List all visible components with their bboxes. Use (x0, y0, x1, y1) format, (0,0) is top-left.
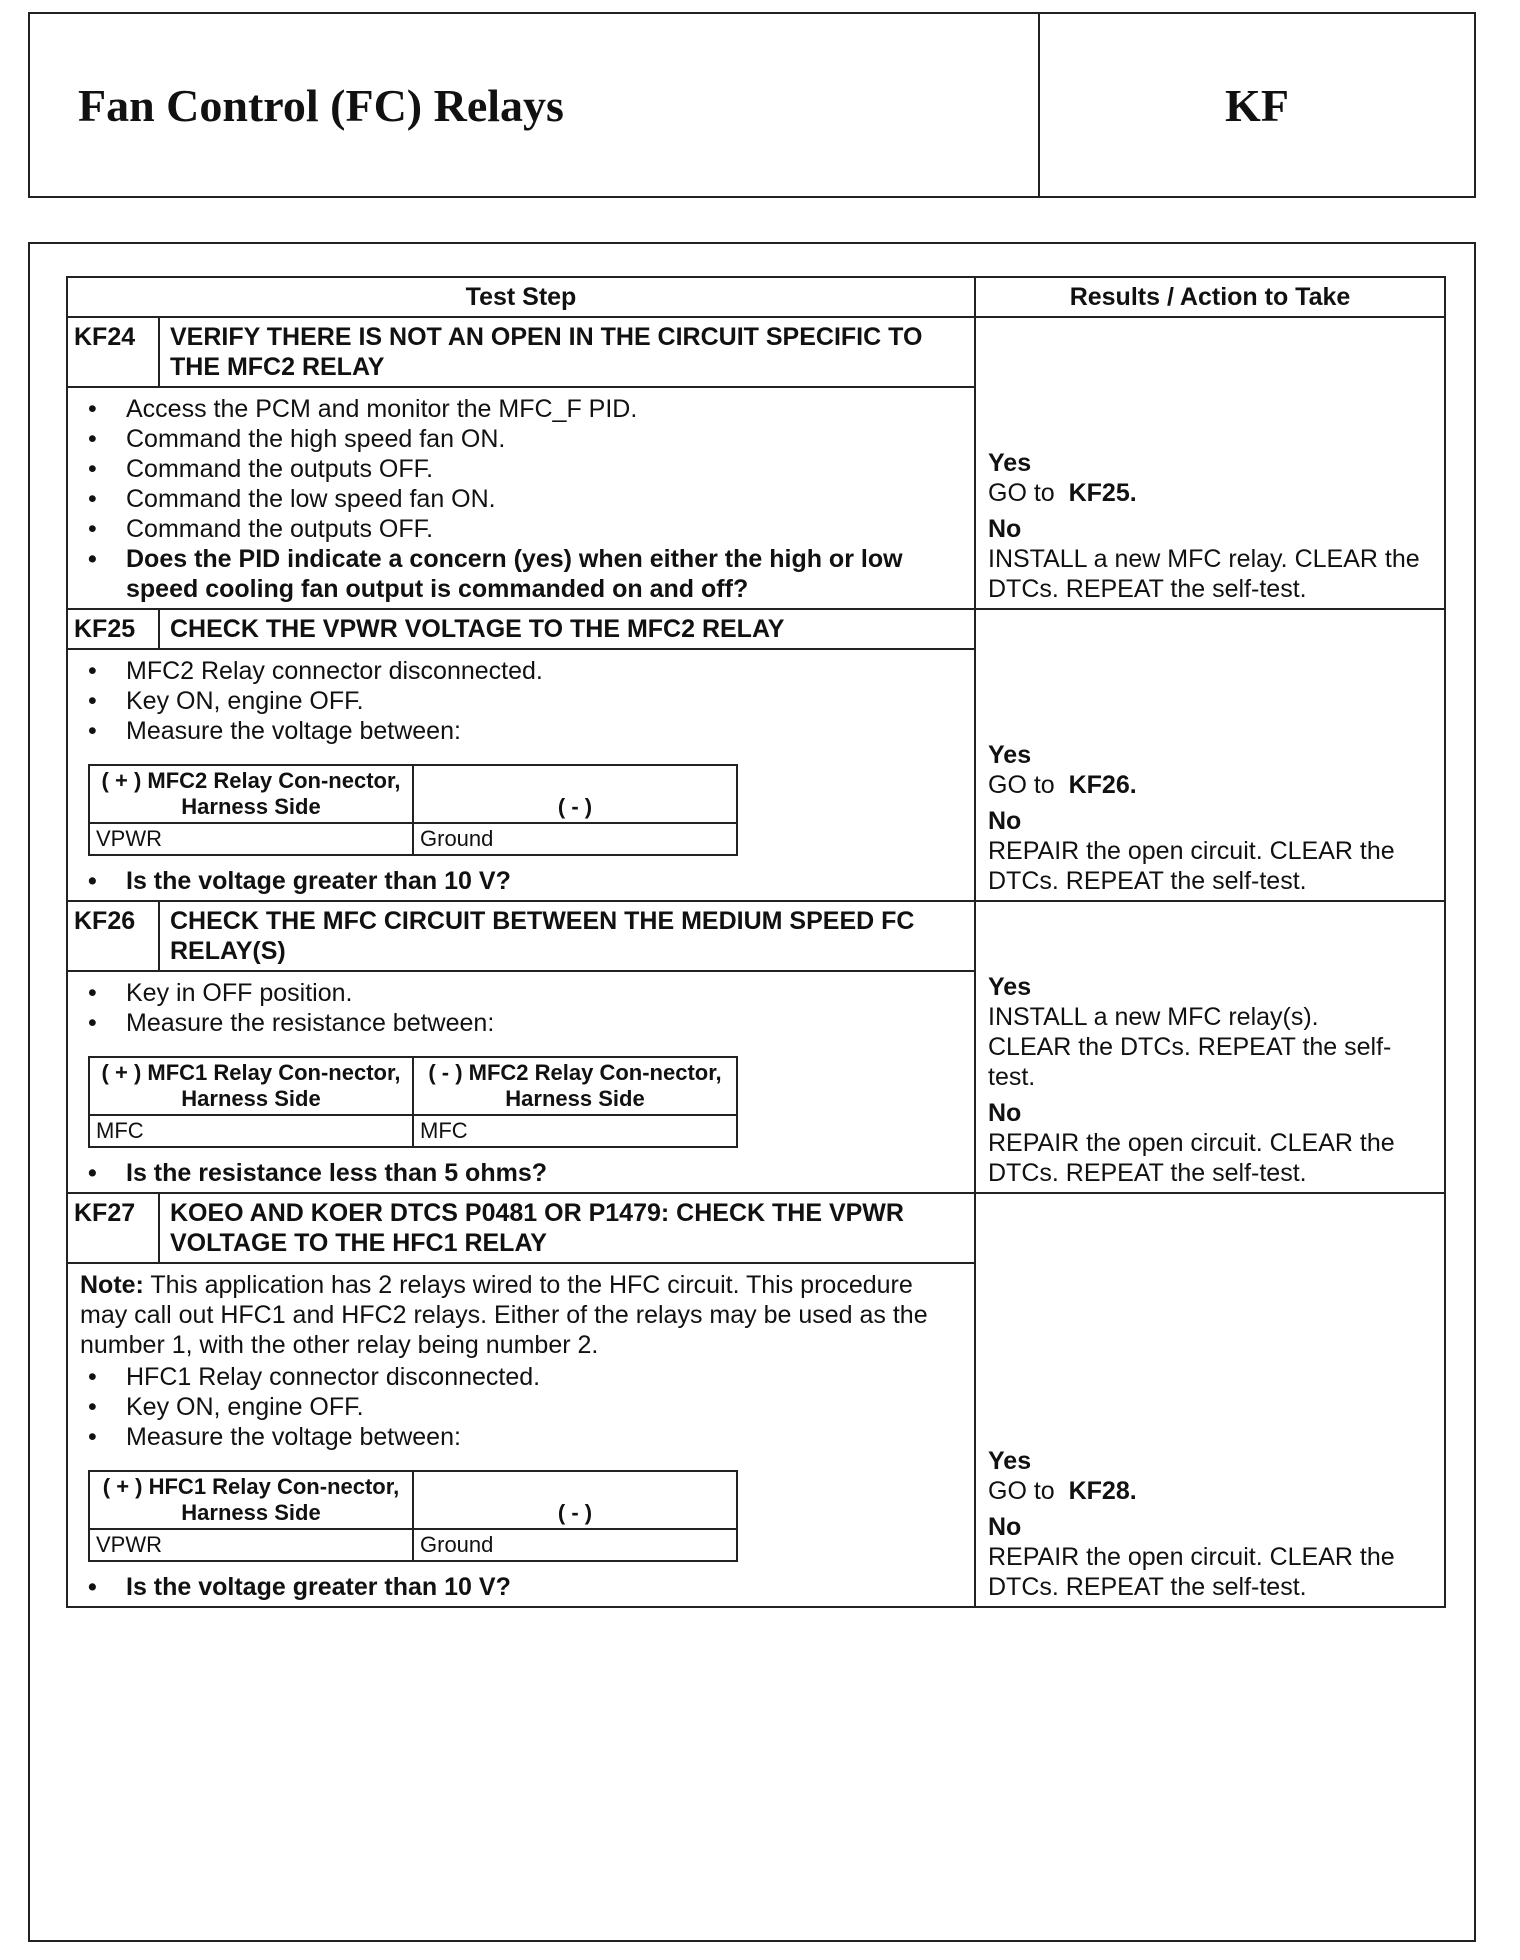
yes-label: Yes (988, 973, 1032, 1001)
table-row (67, 1193, 1445, 1607)
step-bullet: • Access the PCM and monitor the MFC_F PID. (116, 394, 964, 424)
measurement-table (88, 1470, 738, 1562)
goto-step-link: KF28. (1068, 1477, 1137, 1505)
step-heading: KOEO AND KOER DTCS P0481 OR P1479: CHECK THE VPWR VOLTAGE TO THE HFC1 RELAY (159, 1194, 974, 1263)
step-bullet: • HFC1 Relay connector disconnected. (116, 1362, 964, 1392)
page-header (28, 12, 1476, 198)
measurement-header-negative: ( - ) MFC2 Relay Con-nector, Harness Side (413, 1057, 737, 1115)
no-label: No (988, 1513, 1022, 1541)
page-title: Fan Control (FC) Relays (30, 14, 1040, 196)
no-action: REPAIR the open circuit. CLEAR the DTCs. REPEAT the self-test. (988, 837, 1395, 895)
step-question: • Is the resistance less than 5 ohms? (116, 1158, 964, 1188)
goto-step-link: KF26. (1068, 771, 1137, 799)
yes-action: GO to (988, 1477, 1055, 1505)
measurement-header-positive: ( + ) MFC2 Relay Con-nector, Harness Side (89, 765, 413, 823)
measurement-header-negative: ( - ) (413, 1471, 737, 1529)
measurement-table (88, 1056, 738, 1148)
step-body (68, 971, 974, 1192)
step-note (80, 1270, 964, 1360)
measurement-value-negative: MFC (413, 1115, 737, 1147)
measurement-header-positive: ( + ) HFC1 Relay Con-nector, Harness Side (89, 1471, 413, 1529)
step-bullet: • MFC2 Relay connector disconnected. (116, 656, 964, 686)
step-question: • Does the PID indicate a concern (yes) when either the high or low speed cooling fan output is commanded on and off? (116, 544, 964, 604)
step-id: KF27 (68, 1194, 159, 1263)
yes-action: GO to (988, 479, 1055, 507)
step-id: KF26 (68, 902, 159, 971)
measurement-value-negative: Ground (413, 823, 737, 855)
measurement-value-negative: Ground (413, 1529, 737, 1561)
step-body (68, 387, 974, 608)
step-results (975, 317, 1445, 609)
step-bullet: • Command the low speed fan ON. (116, 484, 964, 514)
step-results (975, 901, 1445, 1193)
table-row (67, 609, 1445, 901)
step-question: • Is the voltage greater than 10 V? (116, 866, 964, 896)
no-label: No (988, 1099, 1022, 1127)
step-heading: VERIFY THERE IS NOT AN OPEN IN THE CIRCUIT SPECIFIC TO THE MFC2 RELAY (159, 318, 974, 387)
measurement-header-negative: ( - ) (413, 765, 737, 823)
step-body (68, 649, 974, 900)
no-action: REPAIR the open circuit. CLEAR the DTCs. REPEAT the self-test. (988, 1543, 1395, 1601)
measurement-value-positive: MFC (89, 1115, 413, 1147)
column-header-test-step: Test Step (67, 277, 975, 317)
step-bullet: • Key ON, engine OFF. (116, 686, 964, 716)
yes-label: Yes (988, 1447, 1032, 1475)
yes-action-continued: CLEAR the DTCs. REPEAT the self-test. (988, 1033, 1392, 1091)
step-bullet: • Command the outputs OFF. (116, 514, 964, 544)
note-label: Note: (80, 1271, 144, 1299)
column-header-results: Results / Action to Take (975, 277, 1445, 317)
no-label: No (988, 515, 1022, 543)
section-code: KF (1225, 79, 1289, 131)
step-heading: CHECK THE VPWR VOLTAGE TO THE MFC2 RELAY (159, 610, 974, 649)
measurement-table (88, 764, 738, 856)
no-label: No (988, 807, 1022, 835)
measurement-value-positive: VPWR (89, 823, 413, 855)
step-body (68, 1263, 974, 1606)
no-action: INSTALL a new MFC relay. CLEAR the DTCs. REPEAT the self-test. (988, 545, 1420, 603)
step-question: • Is the voltage greater than 10 V? (116, 1572, 964, 1602)
table-row (67, 901, 1445, 1193)
yes-label: Yes (988, 449, 1032, 477)
step-id: KF24 (68, 318, 159, 387)
step-heading: CHECK THE MFC CIRCUIT BETWEEN THE MEDIUM SPEED FC RELAY(S) (159, 902, 974, 971)
step-bullet: • Key in OFF position. (116, 978, 964, 1008)
step-results (975, 1193, 1445, 1607)
table-row (67, 317, 1445, 609)
yes-label: Yes (988, 741, 1032, 769)
step-bullet: • Measure the voltage between: (116, 1422, 964, 1452)
step-bullet: • Key ON, engine OFF. (116, 1392, 964, 1422)
step-bullet: • Measure the resistance between: (116, 1008, 964, 1038)
no-action: REPAIR the open circuit. CLEAR the DTCs. REPEAT the self-test. (988, 1129, 1395, 1187)
step-results (975, 609, 1445, 901)
yes-action: GO to (988, 771, 1055, 799)
measurement-value-positive: VPWR (89, 1529, 413, 1561)
note-text: This application has 2 relays wired to the HFC circuit. This procedure may call out HFC1 and HFC2 relays. Either of the relays may be used as the number 1, with the other relay being number 2. (80, 1271, 928, 1359)
yes-action: INSTALL a new MFC relay(s). (988, 1003, 1319, 1031)
measurement-header-positive: ( + ) MFC1 Relay Con-nector, Harness Side (89, 1057, 413, 1115)
step-bullet: • Measure the voltage between: (116, 716, 964, 746)
step-bullet: • Command the high speed fan ON. (116, 424, 964, 454)
goto-step-link: KF25. (1068, 479, 1137, 507)
step-bullet: • Command the outputs OFF. (116, 454, 964, 484)
step-id: KF25 (68, 610, 159, 649)
test-step-table (66, 276, 1446, 1608)
